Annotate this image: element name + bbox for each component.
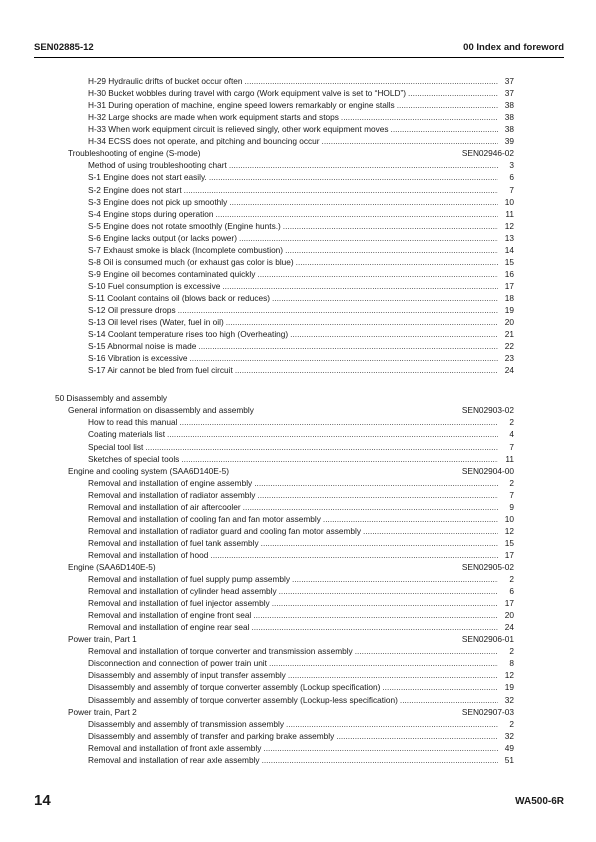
dot-leader [244,75,498,87]
toc-entry [88,645,514,657]
dot-leader [167,428,498,440]
toc-entry-page: 16 [504,268,514,279]
dot-leader [279,585,498,597]
toc-entry [88,441,514,453]
toc-entry-title: Disassembly and assembly of transfer and parking brake assembly [88,730,335,741]
toc-entry [88,328,514,340]
dot-leader [145,441,498,453]
toc-entry-title: Power train, Part 2 [68,706,137,717]
dot-leader [285,244,498,256]
dot-leader [178,304,498,316]
dot-leader [288,669,498,681]
toc-entry [88,244,514,256]
toc-entry-page: 32 [504,694,514,705]
toc-entry [88,304,514,316]
toc-group-heading [68,147,514,159]
toc-entry [88,184,514,196]
toc-entry [88,489,514,501]
toc-entry-page: 17 [504,280,514,291]
toc-entry-page: 51 [504,754,514,765]
toc-entry-title: S-7 Exhaust smoke is black (Incomplete combustion) [88,244,284,255]
toc-entry-title: Removal and installation of rear axle assembly [88,754,260,765]
toc-group-reference: SEN02946-02 [461,148,514,159]
toc-entry-page: 20 [504,317,514,327]
dot-leader [261,537,498,549]
toc-entry-title: Removal and installation of air aftercooler [88,501,241,512]
toc-entry-title: Special tool list [88,441,144,452]
toc-entry-title: Engine (SAA6D140E-5) [68,562,156,572]
toc-entry-page: 7 [509,184,514,195]
dot-leader [215,208,498,220]
toc-entry-title: S-6 Engine lacks output (or lacks power) [88,232,237,243]
toc-entry [88,621,514,633]
toc-entry [88,501,514,513]
toc-entry-title: Removal and installation of engine front seal [88,610,252,621]
dot-leader [226,316,498,328]
toc-entry-title: Removal and installation of engine assembly [88,477,253,488]
toc-group-heading [68,633,514,645]
dot-leader [283,220,498,232]
toc-entry-title: Disconnection and connection of power train unit [88,658,267,669]
toc-entry-page: 7 [509,441,514,452]
toc-entry-title: Removal and installation of radiator assembly [88,489,256,500]
toc-entry [88,754,514,766]
toc-entry-title: S-9 Engine oil becomes contaminated quickly [88,268,256,279]
toc-group-heading [68,561,514,573]
toc-entry [88,159,514,171]
page-number: 14 [34,792,51,809]
dot-leader [257,489,498,501]
toc-entry-page: 2 [509,718,514,729]
toc-entry-title: Removal and installation of cylinder head assembly [88,586,277,597]
toc-section-heading [55,392,514,404]
toc-entry-title: H-32 Large shocks are made when work equipment starts and stops [88,112,339,123]
toc-entry [88,256,514,268]
toc-entry-page: 23 [504,353,514,364]
toc-entry [88,428,514,440]
toc-entry-page: 49 [504,742,514,753]
toc-entry-title: Coating materials list [88,429,166,440]
toc-entry [88,75,514,87]
toc-entry [88,730,514,742]
toc-entry-page: 17 [504,549,514,560]
dot-leader [222,280,498,292]
toc-entry [88,352,514,364]
header-rule [34,57,564,58]
toc-entry-page: 22 [504,341,514,352]
toc-entry [88,220,514,232]
dot-leader [323,513,498,525]
toc-entry-page: 20 [504,610,514,621]
toc-entry-title: Power train, Part 1 [68,634,137,645]
toc-entry-page: 7 [509,489,514,500]
toc-entry [88,316,514,328]
dot-leader [229,196,498,208]
toc-entry-page: 17 [504,598,514,609]
toc-entry [88,549,514,561]
toc-entry-page: 4 [509,429,514,440]
toc-entry-title: S-1 Engine does not start easily. [88,172,207,183]
toc-entry-title: Engine and cooling system (SAA6D140E-5) [68,465,229,476]
toc-entry-title: Removal and installation of fuel supply pump assembly [88,574,290,584]
toc-entry [88,99,514,111]
toc-entry-title: Sketches of special tools [88,453,180,464]
dot-leader [322,135,498,147]
toc-group-reference: SEN02906-01 [461,634,514,645]
toc-entry-title: S-15 Abnormal noise is made [88,341,197,352]
toc-entry [88,718,514,730]
toc-entry-title: Method of using troubleshooting chart [88,160,227,171]
toc-entry [88,694,514,706]
toc-entry [88,196,514,208]
toc-entry [88,340,514,352]
toc-entry [88,573,514,585]
toc-entry [88,609,514,621]
document-code: SEN02885-12 [34,42,94,53]
toc-entry-title: General information on disassembly and assembly [68,405,254,416]
toc-entry-page: 6 [509,586,514,597]
toc-entry-page: 39 [504,136,514,147]
dot-leader [336,730,498,742]
toc-entry [88,232,514,244]
toc-entry-page: 38 [504,100,514,111]
toc-entry-page: 2 [509,477,514,488]
toc-entry [88,111,514,123]
toc-entry-title: S-3 Engine does not pick up smoothly [88,196,228,207]
dot-leader [189,352,498,364]
toc-entry [88,681,514,693]
toc-entry-page: 24 [504,365,514,376]
toc-entry-page: 15 [504,537,514,548]
dot-leader [257,268,498,280]
toc-entry-title: S-17 Air cannot be bled from fuel circuit [88,365,233,376]
toc-entry-title: Removal and installation of hood [88,549,209,560]
dot-leader [290,328,498,340]
dot-leader [229,159,498,171]
dot-leader [341,111,498,123]
dot-leader [296,256,498,268]
toc-entry-page: 12 [504,670,514,681]
toc-entry [88,585,514,597]
dot-leader [363,525,498,537]
dot-leader [254,477,498,489]
toc-entry-page: 12 [504,220,514,231]
page-header [34,42,564,53]
toc-entry-page: 38 [504,112,514,123]
toc-entry-page: 15 [504,256,514,267]
toc-entry-page: 32 [504,730,514,741]
toc-entry [88,453,514,465]
dot-leader [209,171,498,183]
section-title: 00 Index and foreword [463,42,564,53]
toc-entry-title: Disassembly and assembly of torque converter assembly (Lockup-less specification) [88,694,398,705]
toc-entry [88,268,514,280]
toc-entry-title: Removal and installation of radiator guard and cooling fan motor assembly [88,525,362,536]
dot-leader [210,549,498,561]
toc-entry-page: 12 [504,525,514,536]
dot-leader [263,742,498,754]
toc-entry-title: H-29 Hydraulic drifts of bucket occur often [88,76,243,86]
toc-entry [88,742,514,754]
toc-group-heading [68,404,514,416]
toc-entry [88,135,514,147]
dot-leader [179,416,498,428]
toc-entry [88,364,514,376]
dot-leader [408,87,498,99]
toc-entry-title: S-4 Engine stops during operation [88,208,214,219]
dot-leader [397,99,498,111]
toc-entry [88,280,514,292]
dot-leader [253,609,498,621]
toc-entry-title: H-31 During operation of machine, engine speed lowers remarkably or engine stalls [88,100,395,111]
dot-leader [243,501,498,513]
toc-entry [88,657,514,669]
toc-entry-page: 19 [504,682,514,693]
toc-entry-page: 8 [509,658,514,669]
toc-entry-page: 18 [504,292,514,303]
toc-entry [88,477,514,489]
toc-entry-page: 11 [505,208,514,219]
dot-leader [355,645,498,657]
dot-leader [382,681,498,693]
toc-entry-title: S-8 Oil is consumed much (or exhaust gas color is blue) [88,256,294,267]
toc-entry-title: S-11 Coolant contains oil (blows back or reduces) [88,292,271,303]
dot-leader [269,657,498,669]
toc-entry-page: 21 [504,329,514,340]
toc-entry-page: 38 [504,124,514,135]
toc-entry [88,123,514,135]
toc-entry-title: S-16 Vibration is excessive [88,353,188,364]
dot-leader [198,340,498,352]
toc-entry-title: H-34 ECSS does not operate, and pitching and bouncing occur [88,136,320,147]
dot-leader [235,364,498,376]
toc-entry [88,525,514,537]
toc-group-heading [68,706,514,718]
toc-entry [88,292,514,304]
toc-entry-title: Disassembly and assembly of input transfer assembly [88,670,286,681]
toc-entry-page: 2 [509,417,514,428]
toc-entry [88,171,514,183]
toc-entry-page: 11 [505,453,514,464]
toc-entry-page: 14 [504,244,514,255]
toc-entry-title: H-30 Bucket wobbles during travel with cargo (Work equipment valve is set to “HOLD”) [88,88,407,98]
toc-entry-title: 50 Disassembly and assembly [55,393,168,404]
toc-entry-title: S-13 Oil level rises (Water, fuel in oil) [88,317,224,327]
toc-entry-title: S-5 Engine does not rotate smoothly (Engine hunts.) [88,220,281,231]
dot-leader [251,621,498,633]
toc-entry-title: How to read this manual [88,417,178,428]
toc-group-reference: SEN02903-02 [461,405,514,416]
toc-entry-page: 37 [504,76,514,86]
toc-entry-title: Removal and installation of cooling fan and fan motor assembly [88,513,321,524]
toc-entry-title: Removal and installation of torque converter and transmission assembly [88,646,353,657]
toc-group-reference: SEN02904-00 [461,465,514,476]
toc-group-heading [68,465,514,477]
toc-entry [88,416,514,428]
toc-entry-page: 24 [504,622,514,633]
toc-entry-page: 2 [509,646,514,657]
toc-entry-title: Removal and installation of engine rear seal [88,622,250,633]
toc-entry [88,537,514,549]
toc-entry-title: H-33 When work equipment circuit is relieved singly, other work equipment moves [88,124,389,135]
toc-entry-page: 10 [504,513,514,524]
dot-leader [272,597,498,609]
dot-leader [286,718,498,730]
toc-entry [88,87,514,99]
toc-entry-page: 3 [509,160,514,171]
toc-entry-title: Removal and installation of front axle assembly [88,742,262,753]
dot-leader [400,694,498,706]
toc-entry-page: 19 [504,305,514,315]
toc-entry-title: S-2 Engine does not start [88,184,182,195]
toc-entry-title: Removal and installation of fuel tank assembly [88,537,259,548]
toc-entry-title: Disassembly and assembly of transmission assembly [88,718,284,729]
dot-leader [239,232,498,244]
toc-entry-title: Disassembly and assembly of torque converter assembly (Lockup specification) [88,682,381,693]
toc-entry-title: S-14 Coolant temperature rises too high (Overheating) [88,329,289,340]
toc-entry-page: 10 [504,196,514,207]
toc-group-reference: SEN02907-03 [461,706,514,717]
toc-entry [88,669,514,681]
toc-entry-page: 9 [509,501,514,512]
toc-entry-page: 37 [504,88,514,98]
toc-entry-title: Troubleshooting of engine (S-mode) [68,148,201,159]
toc-group-reference: SEN02905-02 [461,562,514,572]
dot-leader [262,754,498,766]
dot-leader [272,292,498,304]
toc-entry-page: 2 [509,574,514,584]
toc-entry [88,597,514,609]
dot-leader [292,573,498,585]
dot-leader [181,453,498,465]
dot-leader [391,123,498,135]
toc-entry-page: 6 [509,172,514,183]
toc-entry [88,513,514,525]
dot-leader [184,184,498,196]
toc-entry-page: 13 [504,232,514,243]
model-code: WA500-6R [515,796,564,807]
toc-entry-title: S-12 Oil pressure drops [88,305,176,315]
toc-entry-title: Removal and installation of fuel injector assembly [88,598,270,609]
toc-entry [88,208,514,220]
toc-entry-title: S-10 Fuel consumption is excessive [88,280,221,291]
